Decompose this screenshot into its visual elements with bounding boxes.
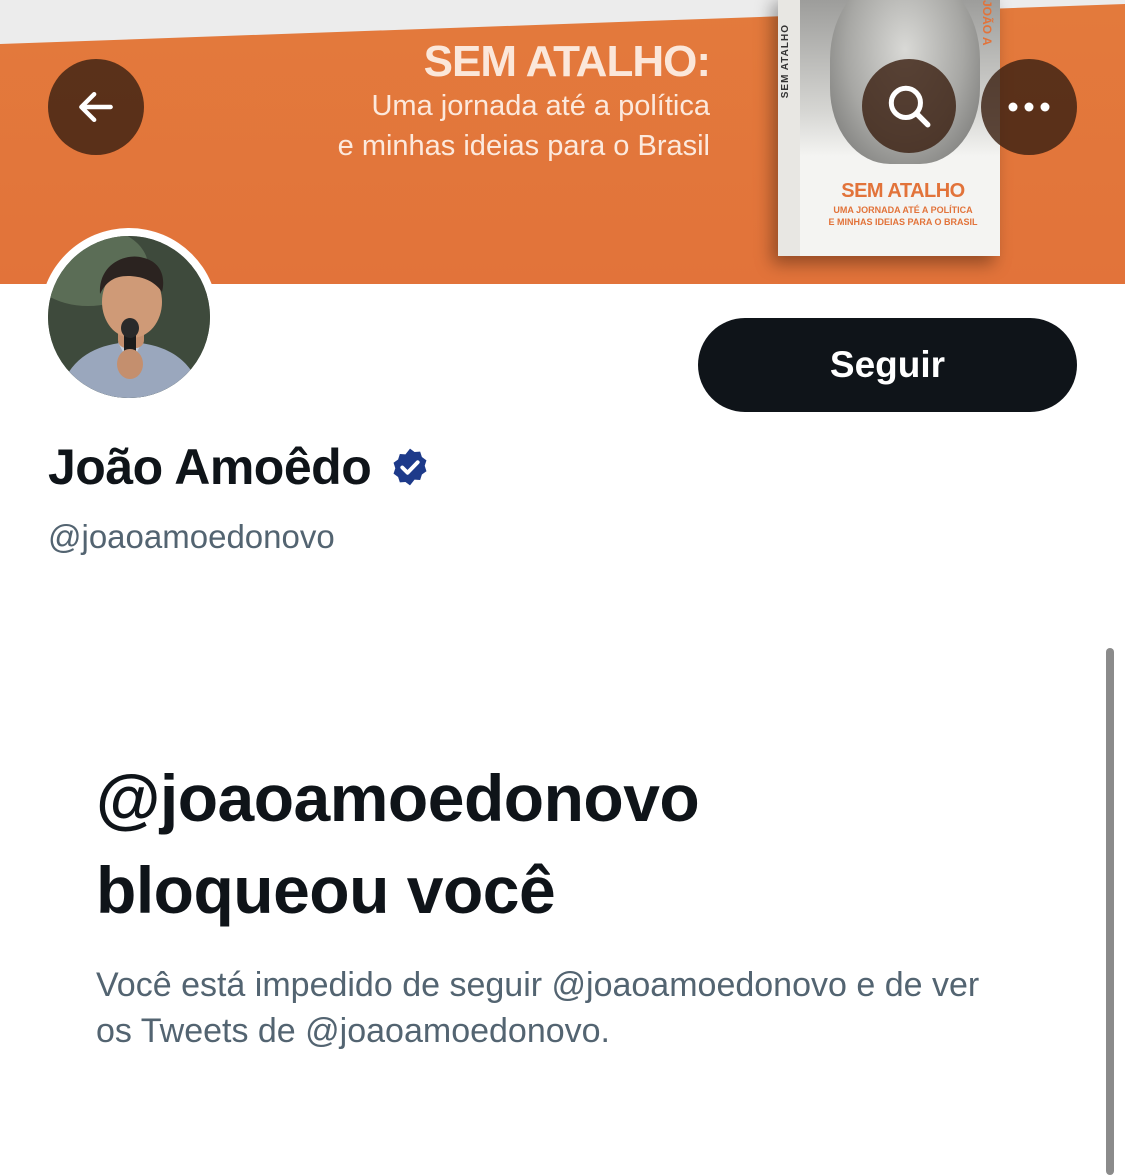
- banner-text: [338, 38, 710, 166]
- book-subtitle-line-2: E MINHAS IDEIAS PARA O BRASIL: [828, 217, 978, 227]
- book-spine-text: SEM ATALHO: [780, 24, 791, 99]
- blocked-title-line-1: @joaoamoedonovo: [96, 761, 700, 835]
- banner-subline-1: Uma jornada até a política: [371, 90, 710, 122]
- banner-subline-2: e minhas ideias para o Brasil: [337, 130, 710, 162]
- profile-name-row: [48, 438, 431, 496]
- blocked-title-line-2: bloqueou você: [96, 853, 556, 927]
- more-horizontal-icon: [1007, 101, 1051, 113]
- book-author: JOÃO A: [980, 0, 994, 46]
- banner-headline: SEM ATALHO:: [423, 37, 710, 86]
- search-button[interactable]: [862, 59, 956, 153]
- avatar-photo: [48, 236, 210, 398]
- blocked-description: Você está impedido de seguir @joaoamoedonovo e de ver os Tweets de @joaoamoedonovo.: [96, 966, 980, 1050]
- scrollbar[interactable]: [1106, 648, 1114, 1175]
- more-options-button[interactable]: [981, 59, 1077, 155]
- book-subtitle-line-1: UMA JORNADA ATÉ A POLÍTICA: [833, 205, 973, 215]
- arrow-left-icon: [74, 85, 118, 129]
- avatar[interactable]: [48, 236, 210, 398]
- display-name: João Amoêdo: [48, 439, 372, 495]
- follow-button[interactable]: Seguir: [698, 318, 1077, 412]
- back-button[interactable]: [48, 59, 144, 155]
- book-spine: [778, 0, 801, 256]
- book-title: SEM ATALHO: [841, 180, 965, 202]
- profile-handle: @joaoamoedonovo: [48, 518, 335, 555]
- verified-badge-icon[interactable]: [389, 446, 431, 488]
- search-icon: [884, 81, 934, 131]
- blocked-title: [96, 752, 996, 936]
- book-subtitle: [810, 204, 996, 228]
